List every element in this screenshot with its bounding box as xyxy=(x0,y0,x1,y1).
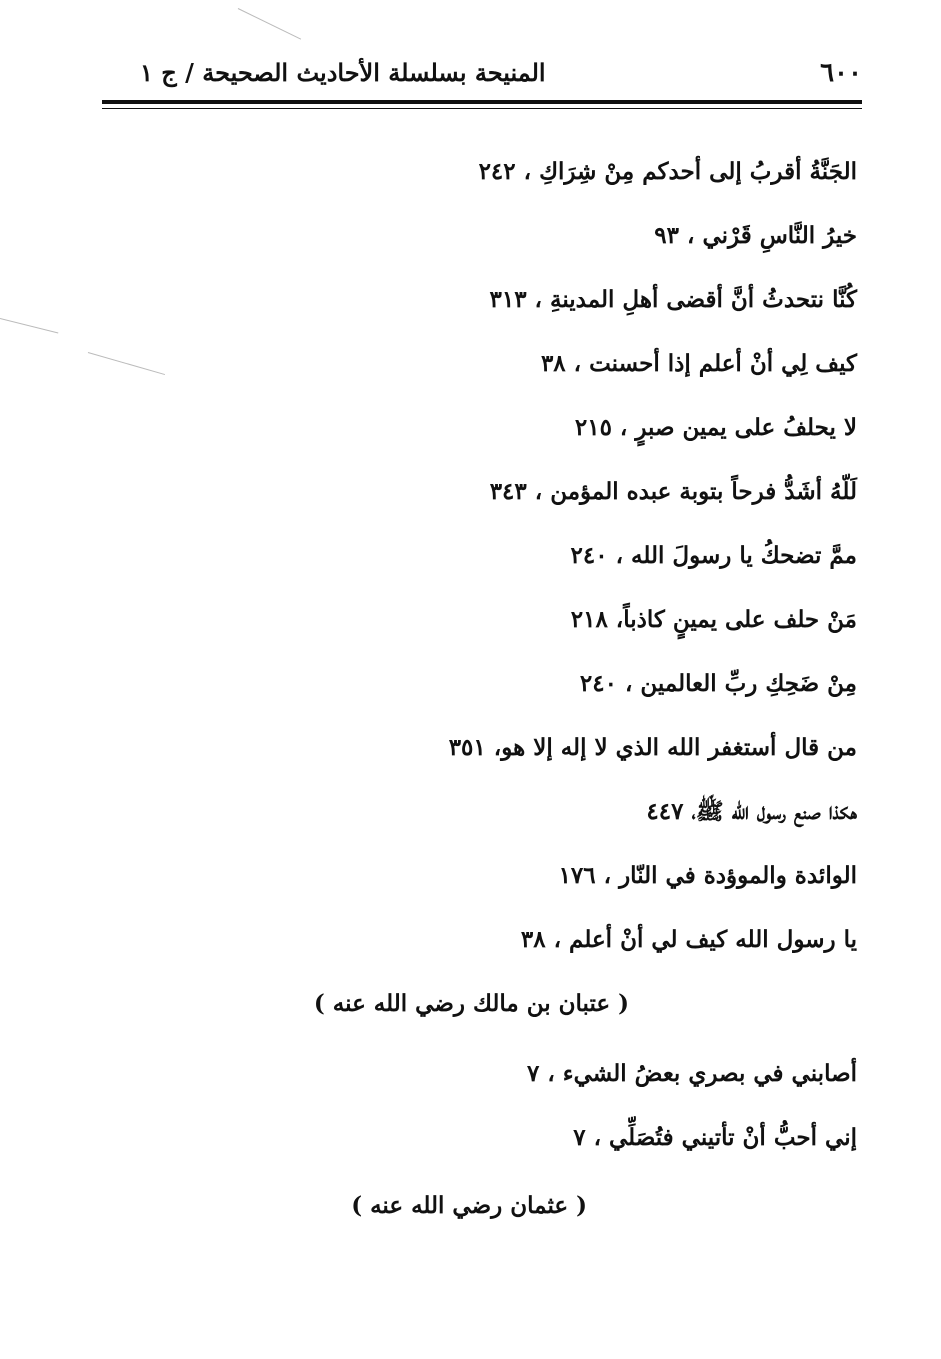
index-entry: يا رسول الله كيف لي أنْ أعلم ، ٣٨ xyxy=(520,926,857,953)
index-entry: أصابني في بصري بعضُ الشيء ، ٧ xyxy=(526,1060,857,1087)
index-entry: كُنَّا نتحدثُ أنَّ أقضى أهلِ المدينةِ ، ٣١٣ xyxy=(489,286,857,313)
section-heading-companion: ( عثمان رضي الله عنه ) xyxy=(351,1192,587,1219)
page-header xyxy=(140,54,862,94)
index-entry: هكذا صنع رسول الله ﷺ، ٤٤٧ xyxy=(646,798,857,825)
index-entry: إني أحبُّ أنْ تأتيني فتُصَلِّي ، ٧ xyxy=(573,1124,857,1151)
index-entries-group-2 xyxy=(397,1050,857,1178)
section-heading-companion: ( عتبان بن مالك رضي الله عنه ) xyxy=(313,990,629,1017)
index-entries-group-1 xyxy=(397,148,857,980)
index-entry: من قال أستغفر الله الذي لا إله إلا هو، ٣٥١ xyxy=(448,734,857,761)
page-number: ٦٠٠ xyxy=(820,58,862,88)
index-entry: خيرُ النَّاسِ قَرْني ، ٩٣ xyxy=(654,222,857,249)
running-title: المنيحة بسلسلة الأحاديث الصحيحة / ج ١ xyxy=(140,58,546,87)
index-entry: لا يحلفُ على يمين صبرٍ ، ٢١٥ xyxy=(574,414,857,441)
index-entry: كيف لِي أنْ أعلم إذا أحسنت ، ٣٨ xyxy=(540,350,857,377)
index-entry: مَنْ حلف على يمينٍ كاذباً، ٢١٨ xyxy=(570,606,857,633)
scan-artifact-line xyxy=(238,8,301,40)
header-rule-thin xyxy=(102,108,862,109)
index-entry: الجَنَّةُ أقربُ إلى أحدكم مِنْ شِرَاكِ ، ٢٤٢ xyxy=(478,158,857,185)
index-entry: لَلّهُ أشَدُّ فرحاً بتوبة عبده المؤمن ، ٣٤٣ xyxy=(489,478,857,505)
index-entry: ممَّ تضحكُ يا رسولَ الله ، ٢٤٠ xyxy=(570,542,857,569)
index-entry: الوائدة والموؤدة في النّار ، ١٧٦ xyxy=(558,862,857,889)
scan-artifact-line xyxy=(0,318,58,333)
index-entry: مِنْ ضَحِكِ ربِّ العالمين ، ٢٤٠ xyxy=(579,670,857,697)
header-rule-thick xyxy=(102,100,862,104)
scan-artifact-line xyxy=(88,352,165,375)
